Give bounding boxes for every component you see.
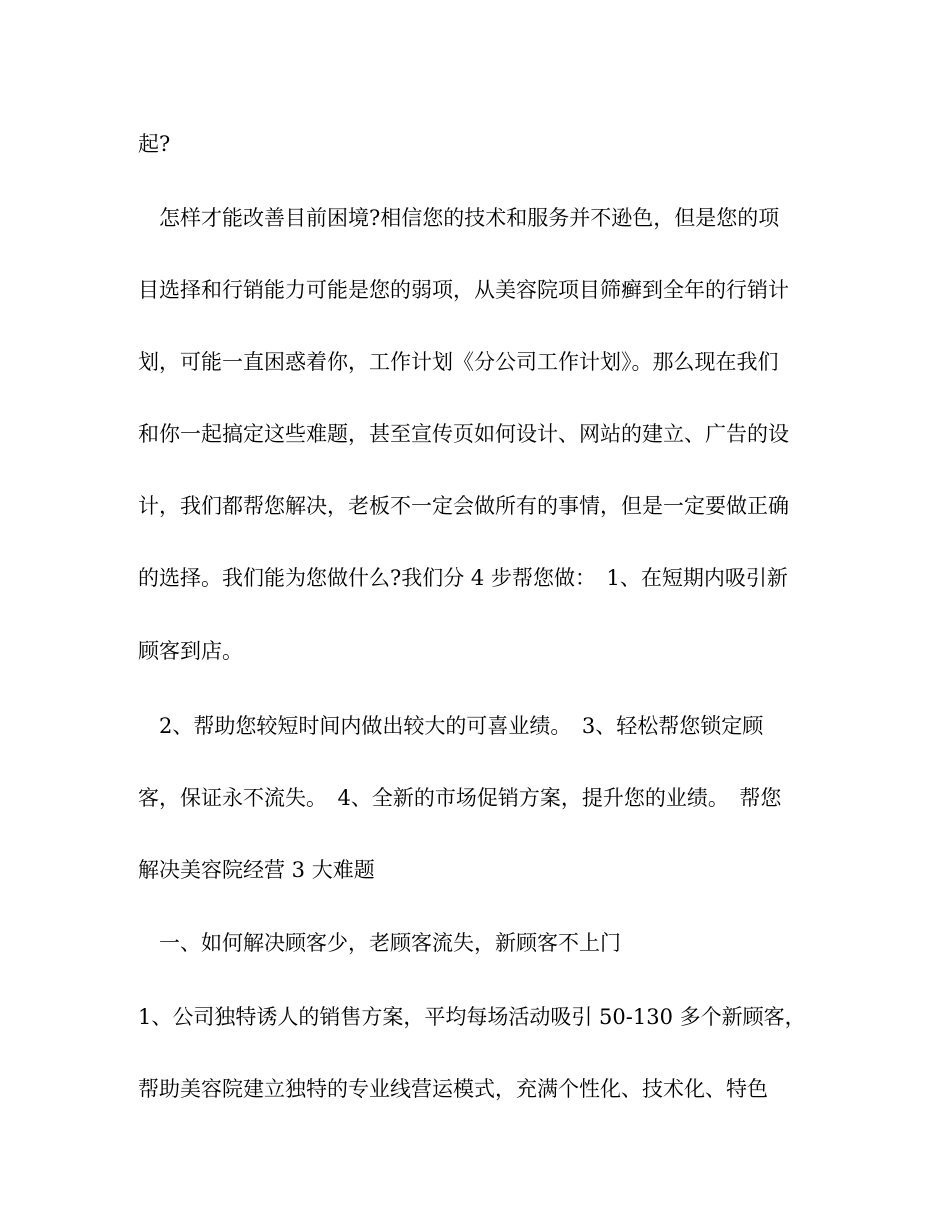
text-line: 怎样才能改善目前困境?相信您的技术和服务并不逊色，但是您的项	[138, 206, 780, 230]
text-line: 顾客到店。	[138, 639, 243, 663]
text-line: 解决美容院经营 3 大难题	[138, 858, 375, 882]
text-line: 2、帮助您较短时间内做出较大的可喜业绩。 3、轻松帮您锁定顾	[138, 714, 764, 738]
text-line: 目选择和行销能力可能是您的弱项，从美容院项目筛癣到全年的行销计	[138, 278, 789, 302]
text-line: 帮助美容院建立独特的专业线营运模式，充满个性化、技术化、特色	[138, 1077, 768, 1101]
text-line: 计，我们都帮您解决，老板不一定会做所有的事情，但是一定要做正确	[138, 494, 789, 518]
text-line: 的选择。我们能为您做什么?我们分 4 步帮您做： 1、在短期内吸引新	[138, 566, 788, 590]
text-line: 和你一起搞定这些难题，甚至宣传页如何设计、网站的建立、广告的设	[138, 422, 789, 446]
text-line: 1、公司独特诱人的销售方案，平均每场活动吸引 50-130 多个新顾客，	[138, 1005, 806, 1029]
text-line: 一、如何解决顾客少，老顾客流失，新顾客不上门	[138, 931, 621, 955]
text-line: 客，保证永不流失。 4、全新的市场促销方案，提升您的业绩。 帮您	[138, 786, 782, 810]
text-line: 划，可能一直困惑着你，工作计划《分公司工作计划》。那么现在我们	[138, 350, 779, 374]
text-line: 起?	[138, 132, 171, 156]
